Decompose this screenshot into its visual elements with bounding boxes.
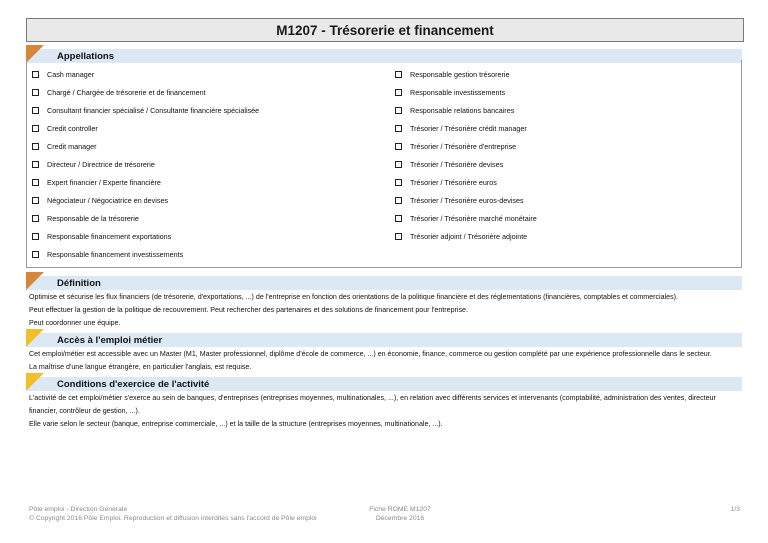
checkbox-icon bbox=[395, 125, 402, 132]
list-item: Responsable relations bancaires bbox=[395, 106, 514, 115]
definition-text: Optimise et sécurise les flux financiers (de trésorerie, d'exportations, ...) de l'entreprise en fonction des orientations de la politique financière et des réglementations (financières, comptables et commerciales). Peut effectuer la gestion de la politique de recouvrement. Peut rechercher des partenaires et des solutions de financement pour l'entreprise. Peut coordonner une équipe. bbox=[29, 293, 678, 327]
list-item: Trésorier / Trésorière devises bbox=[395, 160, 503, 169]
section-conditions-title: Conditions d'exercice de l'activité bbox=[57, 378, 210, 390]
checkbox-icon bbox=[395, 179, 402, 186]
footer-left: Pôle emploi - Direction Générale © Copyright 2016 Pôle Emploi. Reproduction et diffusion interdites sans l'accord de Pôle emploi bbox=[29, 506, 317, 522]
checkbox-icon bbox=[395, 197, 402, 204]
section-corner-mark bbox=[26, 272, 44, 290]
checkbox-icon bbox=[395, 215, 402, 222]
checkbox-icon bbox=[395, 107, 402, 114]
list-item: Chargé / Chargée de trésorerie et de financement bbox=[32, 88, 206, 97]
page-title-box bbox=[26, 18, 744, 42]
list-item: Trésorier / Trésorière euros bbox=[395, 178, 497, 187]
list-item: Expert financier / Experte financière bbox=[32, 178, 161, 187]
section-acces-title: Accès à l'emploi métier bbox=[57, 334, 163, 346]
checkbox-icon bbox=[32, 251, 39, 258]
section-definition-header bbox=[26, 276, 742, 290]
list-item: Trésorier / Trésorière marché monétaire bbox=[395, 214, 537, 223]
section-conditions-header bbox=[26, 377, 742, 391]
list-item: Responsable gestion trésorerie bbox=[395, 70, 510, 79]
list-item: Trésorier / Trésorière crédit manager bbox=[395, 124, 527, 133]
conditions-text: L'activité de cet emploi/métier s'exerce au sein de banques, d'entreprises (entreprises moyennes, multinationales, ...), en relation avec différents services et intervenants (comptabilité, administration des ventes, directeur financier, contrôleur de gestion, ...). Elle varie selon le secteur (banque, entreprise commerciale, ...) et la taille de la structure (entreprises moyennes, multinationale, ...). bbox=[29, 394, 716, 428]
footer-center: Fiche ROME M1207 Décembre 2016 bbox=[369, 506, 431, 522]
list-item: Trésorier adjoint / Trésorière adjointe bbox=[395, 232, 527, 241]
checkbox-icon bbox=[32, 197, 39, 204]
list-item: Trésorier / Trésorière d'entreprise bbox=[395, 142, 516, 151]
checkbox-icon bbox=[395, 71, 402, 78]
checkbox-icon bbox=[32, 71, 39, 78]
checkbox-icon bbox=[32, 143, 39, 150]
section-corner-mark bbox=[26, 329, 44, 347]
list-item: Responsable financement exportations bbox=[32, 232, 171, 241]
section-corner-mark bbox=[26, 373, 44, 391]
checkbox-icon bbox=[32, 89, 39, 96]
checkbox-icon bbox=[395, 161, 402, 168]
list-item: Consultant financier spécialisé / Consultante financière spécialisée bbox=[32, 106, 259, 115]
list-item: Négociateur / Négociatrice en devises bbox=[32, 196, 168, 205]
list-item: Responsable investissements bbox=[395, 88, 505, 97]
checkbox-icon bbox=[32, 161, 39, 168]
list-item: Credit controller bbox=[32, 124, 98, 133]
checkbox-icon bbox=[32, 215, 39, 222]
checkbox-icon bbox=[395, 143, 402, 150]
list-item: Trésorier / Trésorière euros-devises bbox=[395, 196, 524, 205]
checkbox-icon bbox=[32, 233, 39, 240]
section-definition-title: Définition bbox=[57, 277, 101, 289]
section-appellations-title: Appellations bbox=[57, 50, 115, 62]
acces-text: Cet emploi/métier est accessible avec un Master (M1, Master professionnel, diplôme d'école de commerce, ...) en économie, finance, commerce ou gestion complété par une expérience professionnelle dans le secteur. La maîtrise d'une langue étrangère, en particulier l'anglais, est requise. bbox=[29, 350, 712, 371]
list-item: Responsable financement investissements bbox=[32, 250, 183, 259]
checkbox-icon bbox=[395, 233, 402, 240]
checkbox-icon bbox=[32, 179, 39, 186]
list-item: Responsable de la trésorerie bbox=[32, 214, 139, 223]
page-title: M1207 - Trésorerie et financement bbox=[276, 22, 494, 38]
list-item: Directeur / Directrice de trésorerie bbox=[32, 160, 155, 169]
appellations-box bbox=[26, 60, 742, 268]
section-acces-header bbox=[26, 333, 742, 347]
checkbox-icon bbox=[32, 125, 39, 132]
checkbox-icon bbox=[395, 89, 402, 96]
list-item: Credit manager bbox=[32, 142, 97, 151]
list-item: Cash manager bbox=[32, 70, 94, 79]
checkbox-icon bbox=[32, 107, 39, 114]
footer-page-number: 1/3 bbox=[730, 506, 740, 513]
